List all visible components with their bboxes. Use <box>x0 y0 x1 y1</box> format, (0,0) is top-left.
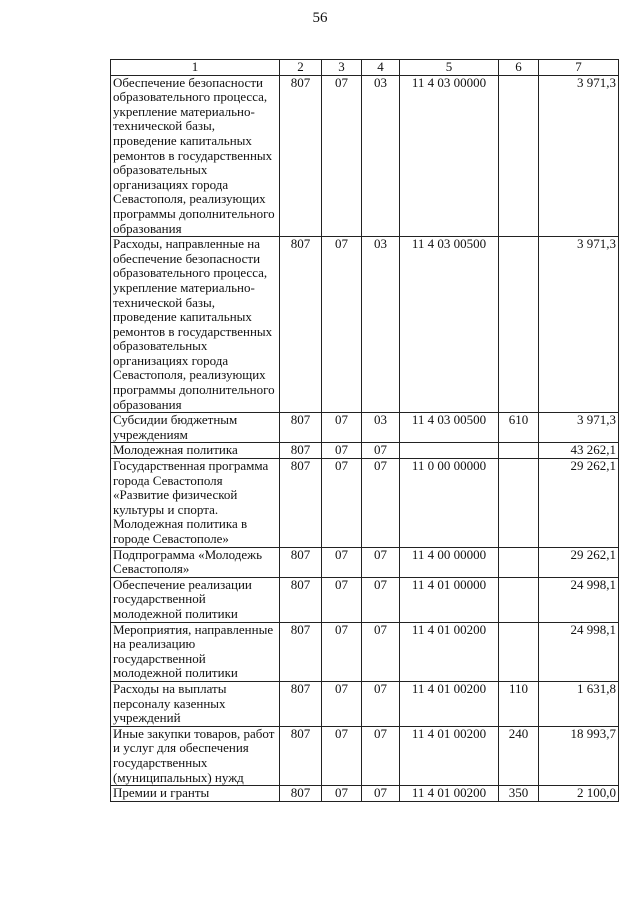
row-name-cell: Государственная программа города Севастополя «Развитие физической культуры и спорта. Молодежная политика в городе Севастополе» <box>111 459 280 548</box>
table-row <box>111 577 619 622</box>
table-row <box>111 459 619 548</box>
row-admin-code-cell: 807 <box>280 443 322 459</box>
row-amount-cell: 29 262,1 <box>539 459 619 548</box>
row-section-cell: 07 <box>322 681 362 726</box>
row-target-article-cell: 11 4 01 00000 <box>400 577 499 622</box>
row-subsection-cell: 03 <box>362 75 400 237</box>
table-row <box>111 726 619 785</box>
header-col-1: 1 <box>111 60 280 76</box>
row-name-cell: Обеспечение безопасности образовательного процесса, укрепление материально-технической базы, проведение капитальных ремонтов в государственных образовательных организациях города Севастополя, реализующих программы дополнительного образования <box>111 75 280 237</box>
row-amount-cell: 43 262,1 <box>539 443 619 459</box>
row-subsection-cell: 07 <box>362 577 400 622</box>
header-col-2: 2 <box>280 60 322 76</box>
row-amount-cell: 3 971,3 <box>539 237 619 413</box>
row-amount-cell: 3 971,3 <box>539 75 619 237</box>
header-col-5: 5 <box>400 60 499 76</box>
table-row <box>111 237 619 413</box>
row-admin-code-cell: 807 <box>280 577 322 622</box>
row-target-article-cell: 11 4 01 00200 <box>400 726 499 785</box>
page-number: 56 <box>312 10 328 26</box>
table-row <box>111 413 619 443</box>
table-row <box>111 786 619 802</box>
row-expense-type-cell: 240 <box>499 726 539 785</box>
budget-table-container <box>110 59 618 802</box>
row-expense-type-cell <box>499 237 539 413</box>
row-name-cell: Обеспечение реализации государственной молодежной политики <box>111 577 280 622</box>
row-expense-type-cell <box>499 443 539 459</box>
row-admin-code-cell: 807 <box>280 622 322 681</box>
row-name-cell: Подпрограмма «Молодежь Севастополя» <box>111 547 280 577</box>
row-expense-type-cell: 110 <box>499 681 539 726</box>
row-subsection-cell: 03 <box>362 413 400 443</box>
row-expense-type-cell: 350 <box>499 786 539 802</box>
row-subsection-cell: 07 <box>362 547 400 577</box>
row-admin-code-cell: 807 <box>280 459 322 548</box>
row-name-cell: Премии и гранты <box>111 786 280 802</box>
row-target-article-cell: 11 4 00 00000 <box>400 547 499 577</box>
row-section-cell: 07 <box>322 726 362 785</box>
row-section-cell: 07 <box>322 577 362 622</box>
row-section-cell: 07 <box>322 237 362 413</box>
row-target-article-cell: 11 4 01 00200 <box>400 622 499 681</box>
row-expense-type-cell <box>499 622 539 681</box>
row-subsection-cell: 07 <box>362 681 400 726</box>
row-subsection-cell: 07 <box>362 786 400 802</box>
row-subsection-cell: 07 <box>362 459 400 548</box>
row-admin-code-cell: 807 <box>280 786 322 802</box>
row-subsection-cell: 07 <box>362 622 400 681</box>
row-amount-cell: 1 631,8 <box>539 681 619 726</box>
row-admin-code-cell: 807 <box>280 547 322 577</box>
row-target-article-cell: 11 4 01 00200 <box>400 681 499 726</box>
header-row <box>111 60 619 76</box>
row-name-cell: Расходы, направленные на обеспечение безопасности образовательного процесса, укрепление материально-технической базы, проведение капитальных ремонтов в государственных образовательных организациях города Севастополя, реализующих программы дополнительного образования <box>111 237 280 413</box>
row-target-article-cell: 11 0 00 00000 <box>400 459 499 548</box>
row-name-cell: Молодежная политика <box>111 443 280 459</box>
row-expense-type-cell <box>499 75 539 237</box>
row-target-article-cell: 11 4 03 00500 <box>400 237 499 413</box>
row-section-cell: 07 <box>322 547 362 577</box>
row-section-cell: 07 <box>322 75 362 237</box>
header-col-4: 4 <box>362 60 400 76</box>
row-amount-cell: 2 100,0 <box>539 786 619 802</box>
row-target-article-cell <box>400 443 499 459</box>
table-row <box>111 547 619 577</box>
row-section-cell: 07 <box>322 786 362 802</box>
row-amount-cell: 3 971,3 <box>539 413 619 443</box>
row-admin-code-cell: 807 <box>280 237 322 413</box>
row-amount-cell: 24 998,1 <box>539 622 619 681</box>
row-target-article-cell: 11 4 03 00500 <box>400 413 499 443</box>
row-admin-code-cell: 807 <box>280 75 322 237</box>
table-row <box>111 443 619 459</box>
header-col-7: 7 <box>539 60 619 76</box>
row-amount-cell: 18 993,7 <box>539 726 619 785</box>
table-row <box>111 622 619 681</box>
row-target-article-cell: 11 4 03 00000 <box>400 75 499 237</box>
header-col-6: 6 <box>499 60 539 76</box>
row-amount-cell: 29 262,1 <box>539 547 619 577</box>
row-section-cell: 07 <box>322 459 362 548</box>
row-admin-code-cell: 807 <box>280 413 322 443</box>
row-admin-code-cell: 807 <box>280 726 322 785</box>
header-col-3: 3 <box>322 60 362 76</box>
row-amount-cell: 24 998,1 <box>539 577 619 622</box>
row-admin-code-cell: 807 <box>280 681 322 726</box>
row-expense-type-cell <box>499 547 539 577</box>
row-section-cell: 07 <box>322 622 362 681</box>
row-subsection-cell: 07 <box>362 726 400 785</box>
row-target-article-cell: 11 4 01 00200 <box>400 786 499 802</box>
table-row <box>111 75 619 237</box>
row-name-cell: Мероприятия, направленные на реализацию государственной молодежной политики <box>111 622 280 681</box>
row-expense-type-cell: 610 <box>499 413 539 443</box>
row-subsection-cell: 03 <box>362 237 400 413</box>
row-name-cell: Иные закупки товаров, работ и услуг для обеспечения государственных (муниципальных) нужд <box>111 726 280 785</box>
row-section-cell: 07 <box>322 443 362 459</box>
table-row <box>111 681 619 726</box>
row-name-cell: Субсидии бюджетным учреждениям <box>111 413 280 443</box>
row-name-cell: Расходы на выплаты персоналу казенных учреждений <box>111 681 280 726</box>
row-subsection-cell: 07 <box>362 443 400 459</box>
row-expense-type-cell <box>499 459 539 548</box>
budget-table <box>110 59 619 802</box>
row-expense-type-cell <box>499 577 539 622</box>
row-section-cell: 07 <box>322 413 362 443</box>
